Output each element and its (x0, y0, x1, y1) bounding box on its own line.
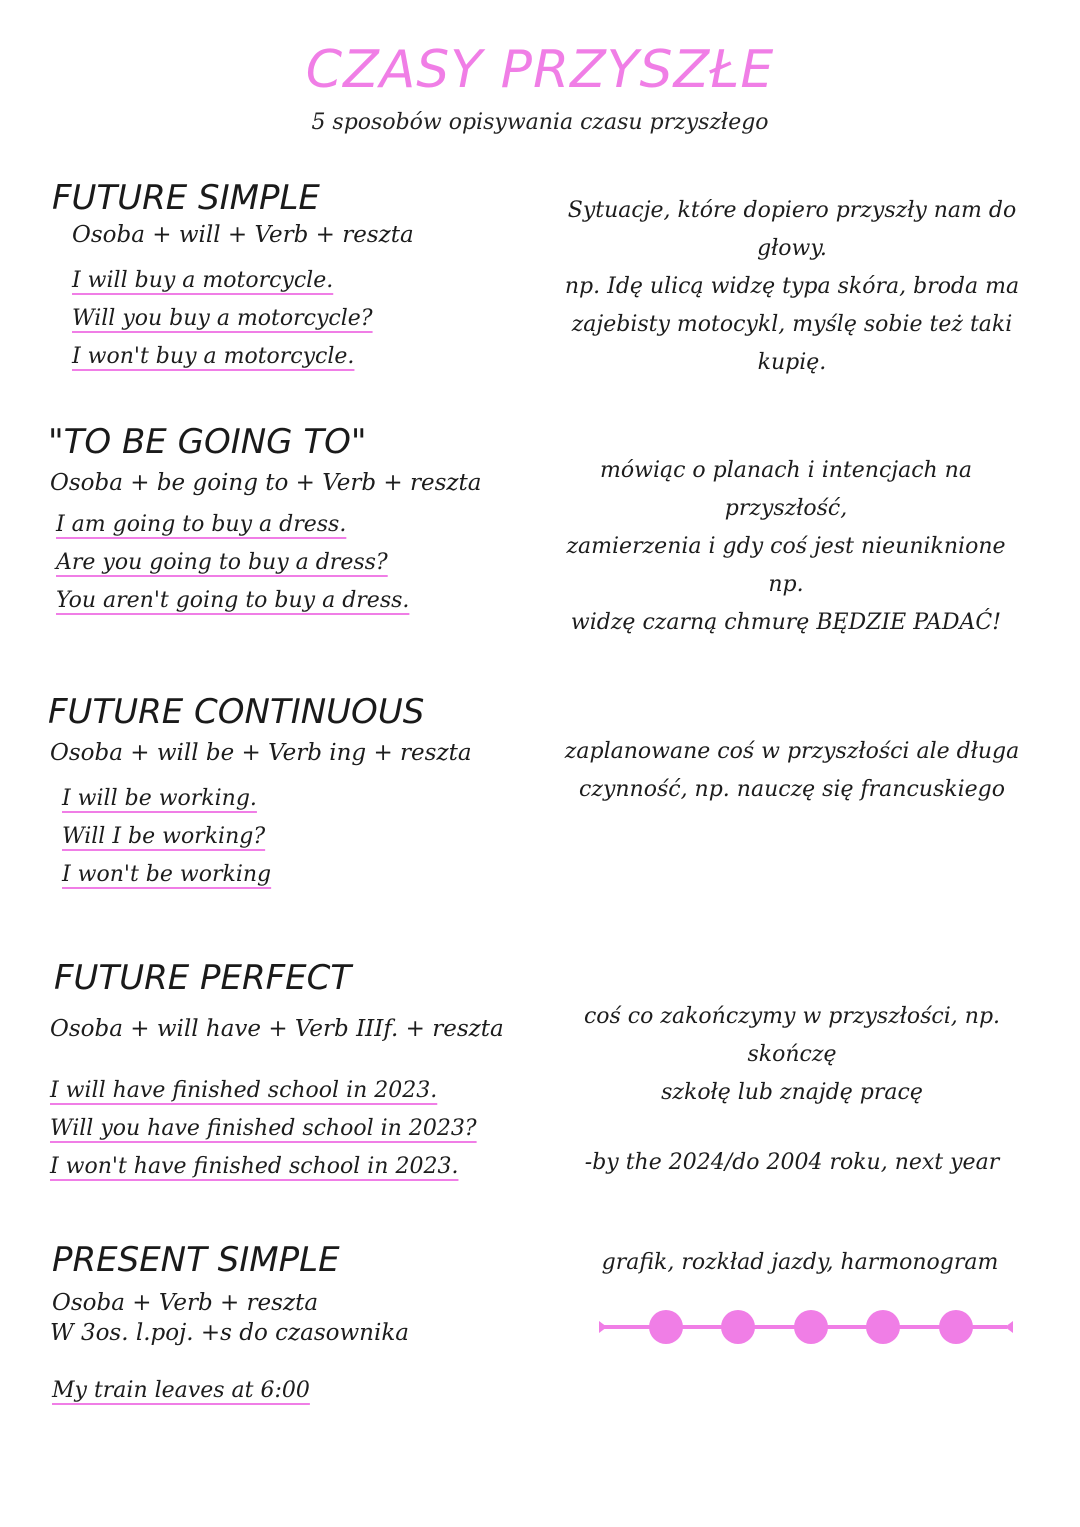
formula: Osoba + Verb + reszta (52, 1290, 319, 1316)
note-line: grafik, rozkład jazdy, harmonogram (601, 1250, 999, 1275)
section-future-perfect (50, 958, 504, 1186)
page-title: CZASY PRZYSZŁE (305, 40, 775, 100)
section-heading: PRESENT SIMPLE (52, 1240, 340, 1280)
section-present-simple (52, 1240, 409, 1410)
note-line: zaplanowane coś w przyszłości ale długa (564, 739, 1020, 764)
example-negative: I won't have finished school in 2023. (50, 1154, 459, 1179)
example-affirmative: I will buy a motorcycle. (72, 268, 334, 293)
formula: Osoba + will + Verb + reszta (72, 222, 414, 248)
note-line: Sytuacje, które dopiero przyszły nam do głowy. (567, 198, 1017, 261)
example-negative: I won't buy a motorcycle. (72, 344, 355, 369)
note-line: np. Idę ulicą widzę typa skóra, broda ma (564, 274, 1020, 299)
section-heading: FUTURE PERFECT (54, 958, 352, 998)
section-future-continuous (48, 692, 472, 894)
formula: Osoba + will be + Verb ing + reszta (50, 740, 472, 766)
example-question: Are you going to buy a dress? (56, 550, 388, 575)
examples (62, 780, 472, 894)
examples (50, 1072, 504, 1186)
examples (56, 506, 481, 620)
page-subtitle: 5 sposobów opisywania czasu przyszłego (311, 110, 769, 135)
examples (72, 262, 414, 376)
note-present-simple (570, 1244, 1030, 1282)
example-negative: I won't be working (62, 862, 272, 887)
section-be-going-to (48, 422, 481, 620)
example-question: Will you buy a motorcycle? (72, 306, 373, 331)
example-question: Will I be working? (62, 824, 266, 849)
section-heading: "TO BE GOING TO" (48, 422, 367, 462)
note-line: szkołę lub znajdę pracę (661, 1080, 923, 1105)
formula-note: W 3os. l.poj. +s do czasownika (50, 1320, 409, 1346)
note-line: mówiąc o planach i intencjach na przyszłość, (600, 458, 972, 521)
example-affirmative: I will be working. (62, 786, 257, 811)
example-affirmative: I am going to buy a dress. (56, 512, 347, 537)
note-line: widzę czarną chmurę BĘDZIE PADAĆ! (570, 610, 1002, 635)
note-line: zamierzenia i gdy coś jest nieuniknione np. (566, 534, 1006, 597)
example-question: Will you have finished school in 2023? (50, 1116, 477, 1141)
formula: Osoba + be going to + Verb + reszta (50, 470, 482, 496)
examples (52, 1372, 409, 1410)
section-future-simple (52, 178, 414, 376)
section-heading: FUTURE CONTINUOUS (48, 692, 425, 732)
section-heading: FUTURE SIMPLE (52, 178, 320, 218)
note-extra: -by the 2024/do 2004 roku, next year (584, 1150, 1000, 1175)
example-affirmative: I will have finished school in 2023. (50, 1078, 438, 1103)
note-line: czynność, np. nauczę się francuskiego (579, 777, 1005, 802)
example-affirmative: My train leaves at 6:00 (52, 1378, 310, 1403)
note-future-perfect (562, 998, 1022, 1182)
note-line: coś co zakończymy w przyszłości, np. skończę (583, 1004, 1001, 1067)
note-be-going-to (556, 452, 1016, 642)
note-line: zajebisty motocykl, myślę sobie też taki kupię. (571, 312, 1013, 375)
example-negative: You aren't going to buy a dress. (56, 588, 410, 613)
formula: Osoba + will have + Verb IIIf. + reszta (50, 1016, 504, 1042)
note-future-continuous (562, 733, 1022, 809)
timeline-decoration (597, 1304, 1017, 1350)
note-future-simple (562, 192, 1022, 382)
